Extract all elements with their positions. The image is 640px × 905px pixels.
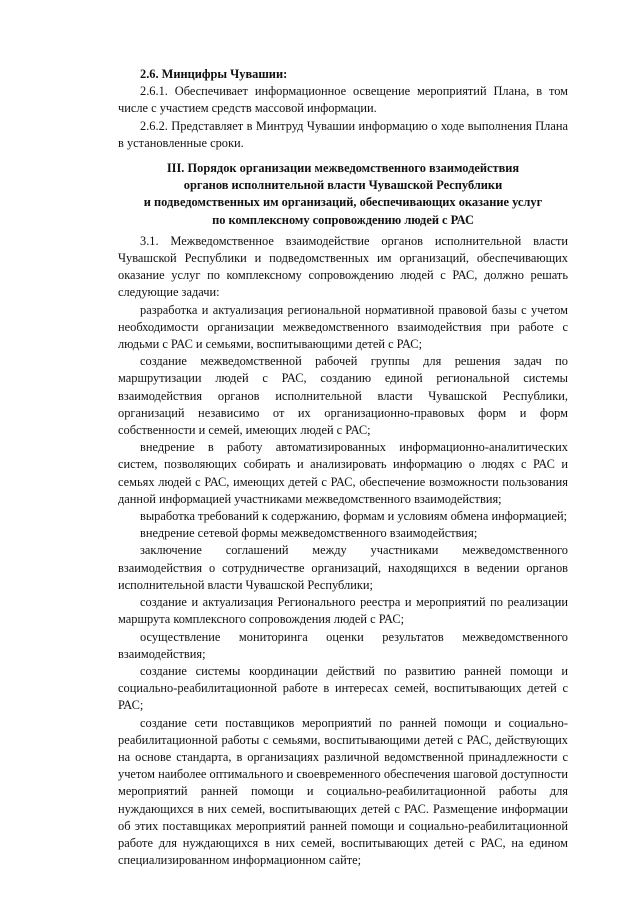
section-3-title-line: III. Порядок организации межведомственного взаимодействия <box>166 161 520 176</box>
task-item: осуществление мониторинга оценки результатов межведомственного взаимодействия; <box>118 629 568 661</box>
section-3-title-line: и подведомственных им организаций, обеспечивающих оказание услуг <box>143 195 543 210</box>
task-item: создание сети поставщиков мероприятий по ранней помощи и социально-реабилитационной работы с семьями, воспитывающими детей с РАС, действующих на основе стандарта, в организациях различной ведомственной принадлежности с учетом наиболее оптимального и своевременного обеспечения шаговой доступности мероприятий ранней помощи и социально-реабилитационной работы для нуждающихся в них семей, воспитывающих детей с РАС. Размещение информации об этих поставщиках мероприятий ранней помощи и социально-реабилитационной работе для нуждающихся в них семей, воспитывающих детей с РАС, на едином специализированном информационном сайте; <box>118 715 568 868</box>
task-item: внедрение сетевой формы межведомственного взаимодействия; <box>140 526 478 541</box>
task-item: создание межведомственной рабочей группы для решения задач по маршрутизации людей с РАС, созданию единой региональной системы взаимодействия органов исполнительной власти Чувашской Республики, организаций независимо от их организационно-правовых форм и форм собственности и семей, имеющих людей с РАС; <box>118 354 568 438</box>
section-3-title-line: по комплексному сопровождению людей с РАС <box>212 212 474 227</box>
document-page <box>118 66 568 869</box>
section-2-6-heading: 2.6. Минцифры Чувашии: <box>140 67 288 81</box>
section-3-title <box>118 160 568 229</box>
task-item: выработка требований к содержанию, формам и условиям обмена информацией; <box>140 509 568 524</box>
section-2-6-2-text: 2.6.2. Представляет в Минтруд Чувашии информацию о ходе выполнения Плана в установленные сроки. <box>118 118 568 150</box>
task-item: создание и актуализация Регионального реестра и мероприятий по реализации маршрута комплексного сопровождения людей с РАС; <box>118 595 568 627</box>
task-item: разработка и актуализация региональной нормативной правовой базы с учетом необходимости организации межведомственного взаимодействия при работе с людьми с РАС и семьями, воспитывающими детей с РАС; <box>118 302 568 352</box>
section-3-title-line: органов исполнительной власти Чувашской Республики <box>183 178 503 193</box>
section-3-1-intro: 3.1. Межведомственное взаимодействие органов исполнительной власти Чувашской Республики и подведомственных им организаций, обеспечивающих оказание услуг по комплексному сопровождению людей с РАС, должно решать следующие задачи: <box>118 233 568 300</box>
section-2-6-1-text: 2.6.1. Обеспечивает информационное освещение мероприятий Плана, в том числе с участием средств массовой информации. <box>118 84 568 116</box>
task-item: внедрение в работу автоматизированных информационно-аналитических систем, позволяющих собирать и анализировать информацию о людях с РАС и семьях людей с РАС, имеющих детей с РАС, обеспечение возможности пользования данной информацией участниками межведомственного взаимодействия; <box>118 440 568 506</box>
task-item: заключение соглашений между участниками межведомственного взаимодействия о сотрудничестве организаций, находящихся в ведении органов исполнительной власти Чувашской Республики; <box>118 543 568 592</box>
task-item: создание системы координации действий по развитию ранней помощи и социально-реабилитационной работе в интересах семей, воспитывающих детей с РАС; <box>118 663 568 713</box>
